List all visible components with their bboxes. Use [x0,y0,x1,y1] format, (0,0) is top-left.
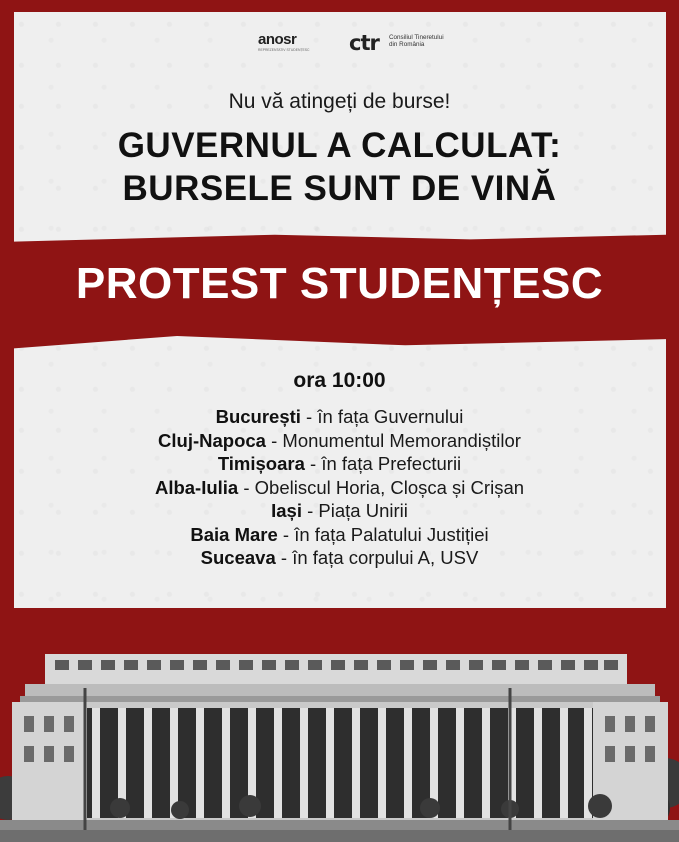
logo-bar [0,31,679,65]
location-item [0,546,679,570]
event-time: ora 10:00 [293,369,386,392]
location-item [0,523,679,547]
location-city: Iași [271,500,302,521]
anosr-logo [258,31,326,61]
location-city: Baia Mare [190,523,278,545]
location-city: București [215,406,301,427]
location-city: Cluj-Napoca [158,429,266,451]
location-item [0,405,679,429]
location-place: - în fața Prefecturii [304,453,462,474]
protest-banner-title: PROTEST STUDENȚESC [75,259,604,308]
headline-line-1: GUVERNUL A CALCULAT: [117,126,562,165]
headline [0,124,679,210]
anosr-logo-word: anosr [258,31,297,48]
location-item [0,499,679,523]
location-item [0,476,679,500]
location-place: - în fața Guvernului [300,406,464,427]
government-building-photo [0,608,679,842]
location-place: - în fața corpului A, USV [275,547,479,568]
ctr-logo-text: Consiliul Tineretului din România [389,34,444,48]
anosr-logo-sub: REPREZENTATIV STUDENȚESC [258,48,310,52]
location-place: - Monumentul Memorandiștilor [265,429,521,451]
ctr-logo [349,31,444,61]
location-city: Timișoara [217,453,305,474]
location-item [0,429,679,453]
location-place: - Obeliscul Horia, Cloșca și Crișan [238,476,525,498]
subtitle: Nu vă atingeți de burse! [228,90,451,113]
ctr-logo-mark: ctr [349,31,379,55]
headline-line-2: BURSELE SUNT DE VINĂ [122,169,557,208]
location-place: - în fața Palatului Justiției [277,523,489,545]
location-item [0,452,679,476]
locations-list [0,405,679,570]
location-place: - Piața Unirii [301,500,408,521]
location-city: Alba-Iulia [154,476,239,498]
location-city: Suceava [200,547,276,568]
